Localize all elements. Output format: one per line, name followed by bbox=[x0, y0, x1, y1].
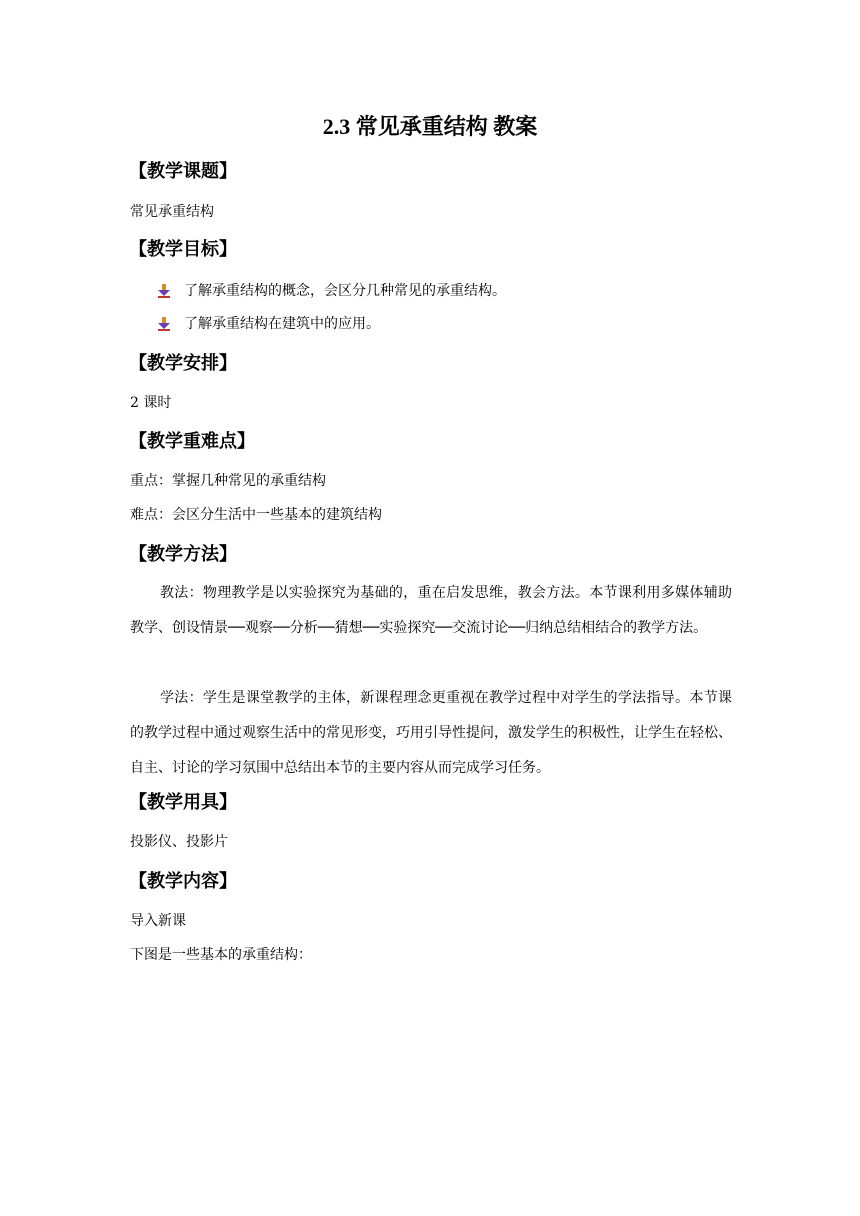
learning-method-paragraph: 学法：学生是课堂教学的主体，新课程理念更重视在教学过程中对学生的学法指导。本节课的教学过程中通过观察生活中的常见形变，巧用引导性提问，激发学生的积极性，让学生在轻松、自主、讨论的学习氛围中总结出本节的主要内容从而完成学习任务。 bbox=[130, 690, 732, 776]
page-title: 2.3 常见承重结构 教案 bbox=[322, 114, 538, 139]
tools-text: 投影仪、投影片 bbox=[130, 834, 228, 850]
section-heading-goals: 【教学目标】 bbox=[129, 239, 237, 260]
key-point-text: 重点：掌握几种常见的承重结构 bbox=[130, 473, 326, 489]
bullet-arrow-icon bbox=[157, 317, 171, 331]
section-heading-tools: 【教学用具】 bbox=[129, 792, 237, 813]
teaching-method-paragraph: 教法：物理教学是以实验探究为基础的，重在启发思维，教会方法。本节课利用多媒体辅助教学、创设情景──观察──分析──猜想──实验探究──交流讨论──归纳总结相结合的教学方法。 bbox=[130, 585, 732, 636]
goal-item-1: 了解承重结构的概念，会区分几种常见的承重结构。 bbox=[184, 283, 506, 299]
section-heading-content: 【教学内容】 bbox=[129, 871, 237, 892]
section-heading-schedule: 【教学安排】 bbox=[129, 353, 237, 374]
goal-item-2: 了解承重结构在建筑中的应用。 bbox=[184, 316, 380, 332]
difficult-point-text: 难点：会区分生活中一些基本的建筑结构 bbox=[130, 507, 382, 523]
content-intro-text: 导入新课 bbox=[130, 913, 186, 929]
section-heading-topic: 【教学课题】 bbox=[129, 161, 237, 182]
content-line-text: 下图是一些基本的承重结构： bbox=[130, 947, 312, 963]
section-heading-methods: 【教学方法】 bbox=[129, 544, 237, 565]
topic-text: 常见承重结构 bbox=[130, 204, 214, 220]
schedule-text: 2 课时 bbox=[130, 395, 172, 411]
section-heading-key-points: 【教学重难点】 bbox=[129, 431, 255, 452]
bullet-arrow-icon bbox=[157, 284, 171, 298]
